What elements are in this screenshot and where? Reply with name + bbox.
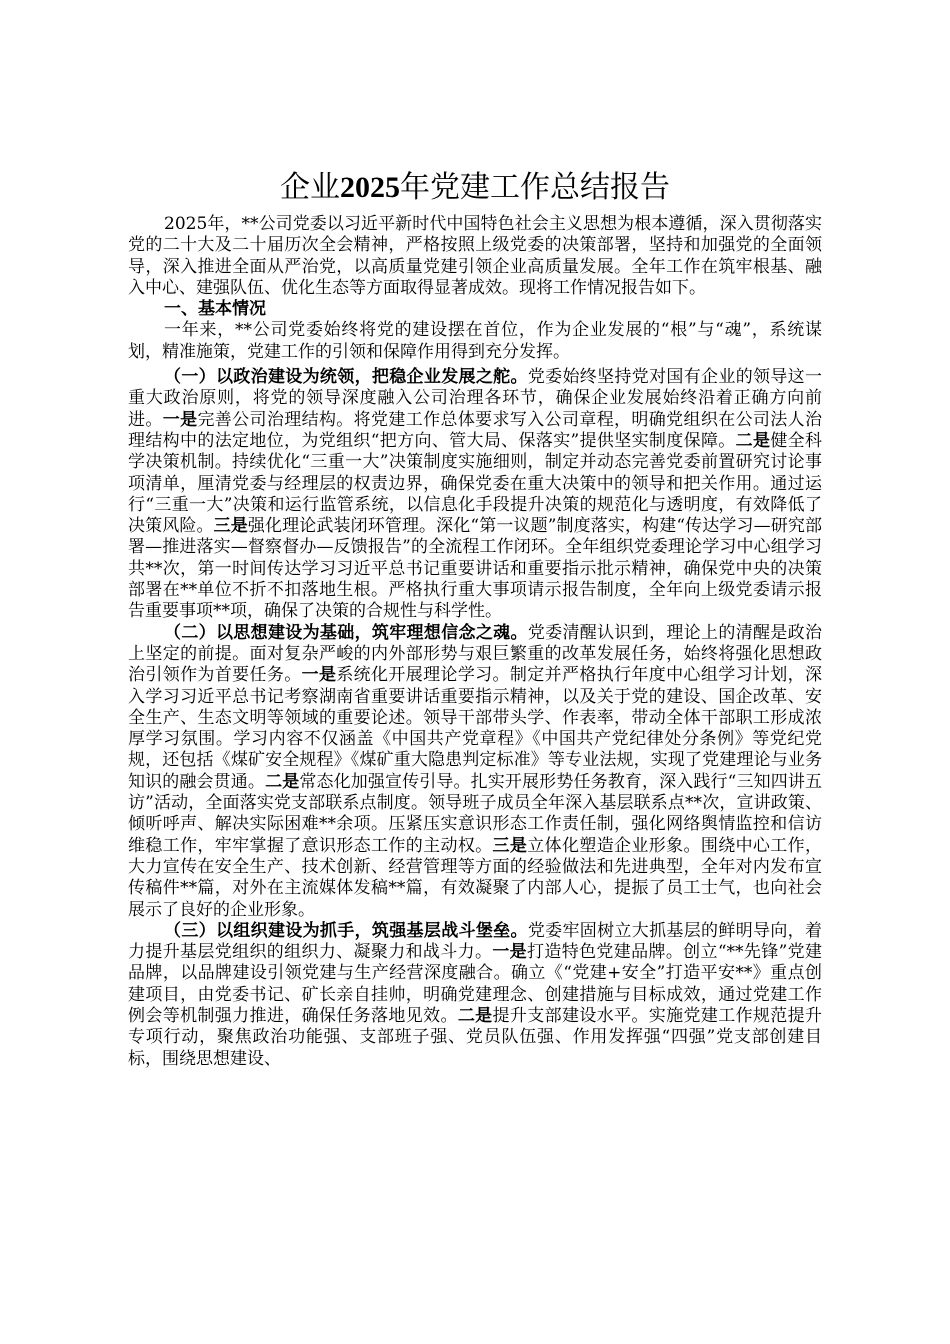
item-marker-3: 三是	[492, 835, 528, 856]
item-text-1: 系统化开展理论学习。制定并严格执行年度中心组学习计划，深入学习习近平总书记考察湖南省重要讲话重要指示精神，以及关于党的建设、国企改革、安全生产、生态文明等领域的重要论述。领导干部带头学、作表率，带动全体干部职工形成浓厚学习氛围。学习内容不仅涵盖《中国共产党章程》《中国共产党纪律处分条例》等党纪党规，还包括《煤矿安全规程》《煤矿重大隐患判定标准》等专业法规，实现了党建理论与业务知识的融会贯通。	[128, 665, 823, 792]
item-text-1: 完善公司治理结构。将党建工作总体要求写入公司章程，明确党组织在公司法人治理结构中的法定地位，为党组织“把方向、管大局、保落实”提供坚实制度保障。	[128, 409, 822, 451]
paragraph-political-building	[128, 367, 822, 623]
title-prefix: 企业	[280, 170, 340, 205]
title-suffix: 年党建工作总结报告	[400, 170, 670, 205]
item-marker-3: 三是	[213, 516, 248, 537]
paragraph-lead: 党委始终坚持党对国有企业的领导这一重大政治原则，将党的领导深度融入公司治理各环节，确保企业发展始终沿着正确方向前进。	[128, 367, 823, 430]
item-text-2: 健全科学决策机制。持续优化“三重一大”决策制度实施细则，制定并动态完善党委前置研究讨论事项清单，厘清党委与经理层的权责边界，确保党委在重大决策中的领导和把关作用。通过运行“三重一大”决策和运行监管系统，以信息化手段提升决策的规范化与透明度，有效降低了决策风险。	[128, 430, 823, 537]
item-marker-2: 二是	[265, 771, 300, 792]
item-text-3: 强化理论武装闭环管理。深化“第一议题”制度落实，构建“传达学习—研究部署—推进落实—督察督办—反馈报告”的全流程工作闭环。全年组织党委理论学习中心组学习共**次，第一时间传达学习习近平总书记重要讲话和重要指示批示精神，确保党中央的决策部署在**单位不折不扣落地生根。严格执行重大事项请示报告制度，全年向上级党委请示报告重要事项**项，确保了决策的合规性与科学性。	[128, 516, 823, 622]
item-marker-1: 一是	[301, 665, 337, 686]
item-text-2: 常态化加强宣传引导。扎实开展形势任务教育，深入践行“三知四讲五访”活动，全面落实党支部联系点制度。领导班子成员全年深入基层联系点**次，宣讲政策、倾听呼声、解决实际困难**余项。压紧压实意识形态工作责任制，强化网络舆情监控和信访维稳工作，牢牢掌握了意识形态工作的主动权。	[128, 771, 822, 856]
section1-paragraph: 一年来，**公司党委始终将党的建设摆在首位，作为企业发展的“根”与“魂”，系统谋划，精准施策，党建工作的引领和保障作用得到充分发挥。	[128, 320, 822, 362]
item-marker-2: 二是	[735, 430, 771, 451]
document-body	[128, 214, 822, 1070]
item-text-1: 打造特色党建品牌。创立“**先锋”党建品牌，以品牌建设引领党建与生产经营深度融合。确立《“党建+安全”打造平安**》重点创建项目，由党委书记、矿长亲自挂帅，明确党建理念、创建措施与目标成效，通过党建工作例会等机制强力推进，确保任务落地见效。	[128, 942, 822, 1026]
section-heading-basic: 一、基本情况	[164, 299, 266, 320]
item-marker-1: 一是	[492, 942, 528, 963]
item-text-3: 立体化塑造企业形象。围绕中心工作，大力宣传在安全生产、技术创新、经营管理等方面的经验做法和先进典型，全年对内发布宣传稿件**篇，对外在主流媒体发稿**篇，有效凝聚了内部人心，提振了员工士气，也向社会展示了良好的企业形象。	[128, 835, 823, 920]
item-marker-2: 二是	[457, 1005, 493, 1026]
paragraph-lead: 党委牢固树立大抓基层的鲜明导向，着力提升基层党组织的组织力、凝聚力和战斗力。	[128, 920, 823, 963]
intro-paragraph: 2025年，**公司党委以习近平新时代中国特色社会主义思想为根本遵循，深入贯彻落实党的二十大及二十届历次全会精神，严格按照上级党委的决策部署，坚持和加强党的全面领导，深入推进全面从严治党，以高质量党建引领企业高质量发展。全年工作在筑牢根基、融入中心、建强队伍、优化生态等方面取得显著成效。现将工作情况报告如下。	[128, 214, 822, 298]
subheading-ideological: （二）以思想建设为基础，筑牢理想信念之魂。	[164, 622, 528, 643]
page-title	[0, 168, 950, 208]
item-marker-1: 一是	[162, 409, 198, 430]
subheading-political: （一）以政治建设为统领，把稳企业发展之舵。	[164, 367, 528, 388]
subheading-organizational: （三）以组织建设为抓手，筑强基层战斗堡垒。	[164, 920, 528, 941]
item-text-2: 提升支部建设水平。实施党建工作规范提升专项行动，聚焦政治功能强、支部班子强、党员队伍强、作用发挥强“四强”党支部创建目标，围绕思想建设、	[128, 1005, 823, 1069]
paragraph-lead: 党委清醒认识到，理论上的清醒是政治上坚定的前提。面对复杂严峻的内外部形势与艰巨繁重的改革发展任务，始终将强化思想政治引领作为首要任务。	[128, 622, 823, 686]
title-year: 2025	[340, 171, 400, 204]
paragraph-ideological-building	[128, 623, 822, 921]
paragraph-organizational-building	[128, 921, 822, 1070]
